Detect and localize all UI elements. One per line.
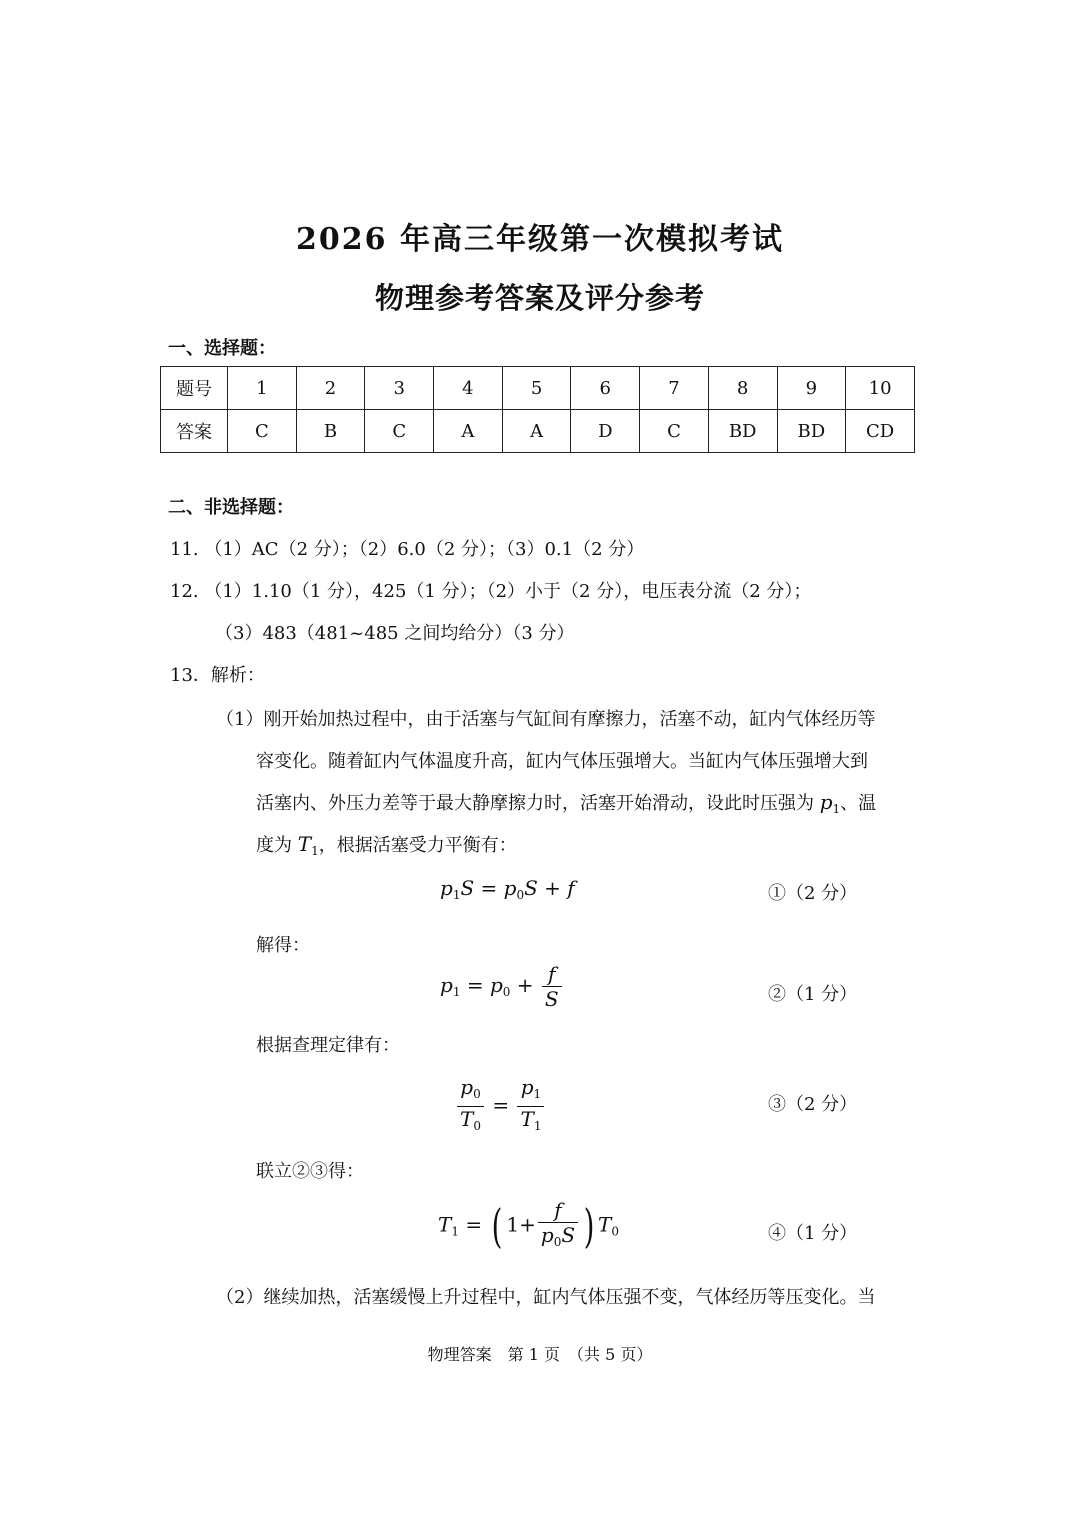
page-footer: 物理答案 第 1 页 （共 5 页） bbox=[427, 1345, 653, 1364]
equation-4-score: ④（1 分） bbox=[768, 1223, 858, 1244]
answer-cell: BD bbox=[708, 410, 777, 453]
section-nonchoice-heading: 二、非选择题： bbox=[168, 497, 294, 518]
equation-1-score: ①（2 分） bbox=[768, 883, 858, 904]
question-number: 8 bbox=[708, 367, 777, 410]
equation-1: $p_1S = p_0S + f$ bbox=[440, 876, 575, 902]
text-segment: 活塞内、外压力差等于最大静摩擦力时，活塞开始滑动，设此时压强为 bbox=[256, 793, 820, 814]
q13-part2-line: （2）继续加热，活塞缓慢上升过程中，缸内气体压强不变，气体经历等压变化。当 bbox=[216, 1287, 876, 1308]
answer-cell: B bbox=[296, 410, 365, 453]
text-segment: 度为 bbox=[256, 835, 298, 856]
solve-label: 解得： bbox=[256, 935, 310, 956]
answer-cell: CD bbox=[846, 410, 915, 453]
q13-paragraph-line bbox=[256, 831, 517, 858]
row-label-number: 题号 bbox=[161, 367, 228, 410]
combine-label: 联立②③得： bbox=[256, 1161, 364, 1182]
question-number: 1 bbox=[228, 367, 297, 410]
answer-table bbox=[160, 366, 915, 453]
answer-q11: 11. （1）AC（2 分）；（2）6.0（2 分）；（3）0.1（2 分） bbox=[170, 539, 645, 560]
question-number: 4 bbox=[434, 367, 503, 410]
question-number: 5 bbox=[502, 367, 571, 410]
question-number: 9 bbox=[777, 367, 846, 410]
fraction: $\frac{p_1}{T_1}$ bbox=[517, 1075, 544, 1138]
symbol-p1: $p_1$ bbox=[819, 790, 841, 816]
table-row bbox=[161, 367, 915, 410]
q13-paragraph-line: 容变化。随着缸内气体温度升高，缸内气体压强增大。当缸内气体压强增大到 bbox=[256, 751, 868, 772]
question-number: 10 bbox=[846, 367, 915, 410]
equation-3: $\frac{p_0}{T_0}$ = $\frac{p_1}{T_1}$ bbox=[455, 1075, 546, 1138]
q13-paragraph-line: （1）刚开始加热过程中，由于活塞与气缸间有摩擦力，活塞不动，缸内气体经历等 bbox=[216, 709, 876, 730]
answer-cell: A bbox=[502, 410, 571, 453]
answer-cell: C bbox=[640, 410, 709, 453]
equation-3-score: ③（2 分） bbox=[768, 1094, 858, 1115]
answer-cell: C bbox=[228, 410, 297, 453]
question-number: 6 bbox=[571, 367, 640, 410]
question-number: 2 bbox=[296, 367, 365, 410]
row-label-answer: 答案 bbox=[161, 410, 228, 453]
answer-cell: C bbox=[365, 410, 434, 453]
page-title: 2026 年高三年级第一次模拟考试 bbox=[296, 222, 784, 257]
fraction: $\frac{f}{p_0S}$ bbox=[538, 1198, 578, 1254]
question-number: 3 bbox=[365, 367, 434, 410]
equation-2-score: ②（1 分） bbox=[768, 984, 858, 1005]
text-segment: 、温 bbox=[840, 793, 877, 814]
answer-cell: A bbox=[434, 410, 503, 453]
table-row bbox=[161, 410, 915, 453]
law-label: 根据查理定律有： bbox=[256, 1035, 400, 1056]
fraction: $\frac{f}{S}$ bbox=[542, 962, 562, 1011]
answer-q12-line2: （3）483（481~485 之间均给分）（3 分） bbox=[215, 623, 575, 644]
equation-2: $p_1 = p_0$ + $\frac{f}{S}$ bbox=[440, 962, 564, 1011]
symbol-T1: $T_1$ bbox=[297, 832, 319, 858]
section-choice-heading: 一、选择题： bbox=[168, 338, 276, 359]
question-number: 7 bbox=[640, 367, 709, 410]
fraction: $\frac{p_0}{T_0}$ bbox=[457, 1075, 484, 1138]
answer-cell: D bbox=[571, 410, 640, 453]
text-segment: ，根据活塞受力平衡有： bbox=[318, 835, 517, 856]
q13-paragraph-line bbox=[256, 789, 876, 816]
page-subtitle: 物理参考答案及评分参考 bbox=[374, 281, 705, 315]
answer-q12-line1: 12. （1）1.10（1 分），425（1 分）；（2）小于（2 分），电压表分流（2 分）； bbox=[170, 581, 812, 602]
equation-4: $T_1$ = ( 1+ $\frac{f}{p_0S}$ ) $T_0$ bbox=[438, 1198, 619, 1253]
answer-q13-heading: 13．解析： bbox=[170, 665, 265, 686]
answer-cell: BD bbox=[777, 410, 846, 453]
